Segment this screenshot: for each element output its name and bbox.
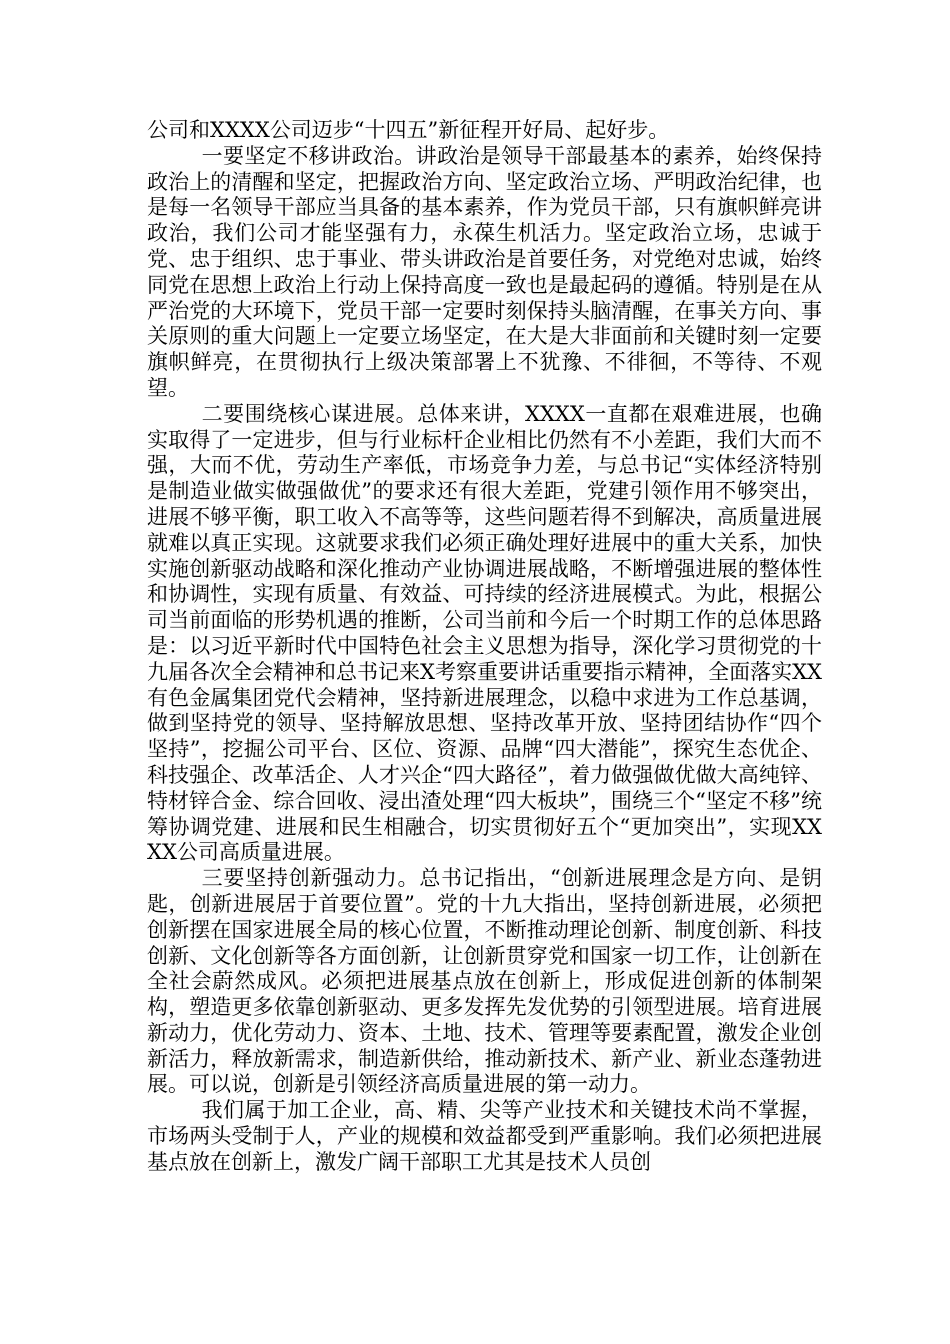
paragraph-continuation: 公司和XXXX公司迈步“十四五”新征程开好局、起好步。	[147, 118, 670, 142]
paragraph-politics: 一要坚定不移讲政治。讲政治是领导干部最基本的素养，始终保持政治上的清醒和坚定，把握政治方向、坚定政治立场、严明政治纪律，也是每一名领导干部应当具备的基本素养，作为党员干部，只有旗帜鲜亮讲政治，我们公司才能坚强有力，永葆生机活力。坚定政治立场，忠诚于党、忠于组织、忠于事业、带头讲政治是首要任务，对党绝对忠诚，始终同党在思想上政治上行动上保持高度一致也是最起码的遵循。特别是在从严治党的大环境下，党员干部一定要时刻保持头脑清醒，在事关方向、事关原则的重大问题上一定要立场坚定，在大是大非面前和关键时刻一定要旗帜鲜亮，在贯彻执行上级决策部署上不犹豫、不徘徊，不等待、不观望。	[147, 143, 822, 400]
document-body	[147, 118, 822, 1176]
paragraph-processing-enterprise: 我们属于加工企业，高、精、尖等产业技术和关键技术尚不掌握，市场两头受制于人，产业的规模和效益都受到严重影响。我们必须把进展基点放在创新上，激发广阔干部职工尤其是技术人员创	[147, 1098, 822, 1174]
paragraph-innovation: 三要坚持创新强动力。总书记指出，“创新进展理念是方向、是钥匙，创新进展居于首要位置”。党的十九大指出，坚持创新进展，必须把创新摆在国家进展全局的核心位置，不断推动理论创新、制度创新、科技创新、文化创新等各方面创新，让创新贯穿党和国家一切工作，让创新在全社会蔚然成风。必须把进展基点放在创新上，形成促进创新的体制架构，塑造更多依靠创新驱动、更多发挥先发优势的引领型进展。培育进展新动力，优化劳动力、资本、土地、技术、管理等要素配置，激发企业创新活力，释放新需求，制造新供给，推动新技术、新产业、新业态蓬勃进展。可以说，创新是引领经济高质量进展的第一动力。	[147, 866, 822, 1097]
paragraph-development: 二要围绕核心谋进展。总体来讲，XXXX一直都在艰难进展，也确实取得了一定进步，但与行业标杆企业相比仍然有不小差距，我们大而不强，大而不优，劳动生产率低，市场竞争力差，与总书记“实体经济特别是制造业做实做强做优”的要求还有很大差距，党建引领作用不够突出，进展不够平衡，职工收入不高等等，这些问题若得不到解决，高质量进展就难以真正实现。这就要求我们必须正确处理好进展中的重大关系，加快实施创新驱动战略和深化推动产业协调进展战略，不断增强进展的整体性和协调性，实现有质量、有效益、可持续的经济进展模式。为此，根据公司当前面临的形势机遇的推断，公司当前和今后一个时期工作的总体思路是：以习近平新时代中国特色社会主义思想为指导，深化学习贯彻党的十九届各次全会精神和总书记来X考察重要讲话重要指示精神，全面落实XX有色金属集团党代会精神，坚持新进展理念，以稳中求进为工作总基调，做到坚持党的领导、坚持解放思想、坚持改革开放、坚持团结协作“四个坚持”，挖掘公司平台、区位、资源、品牌“四大潜能”，探究生态优企、科技强企、改革活企、人才兴企“四大路径”，着力做强做优做大高纯锌、特材锌合金、综合回收、浸出渣处理“四大板块”，围绕三个“坚定不移”统筹协调党建、进展和民生相融合，切实贯彻好五个“更加突出”，实现XXXX公司高质量进展。	[147, 401, 822, 865]
